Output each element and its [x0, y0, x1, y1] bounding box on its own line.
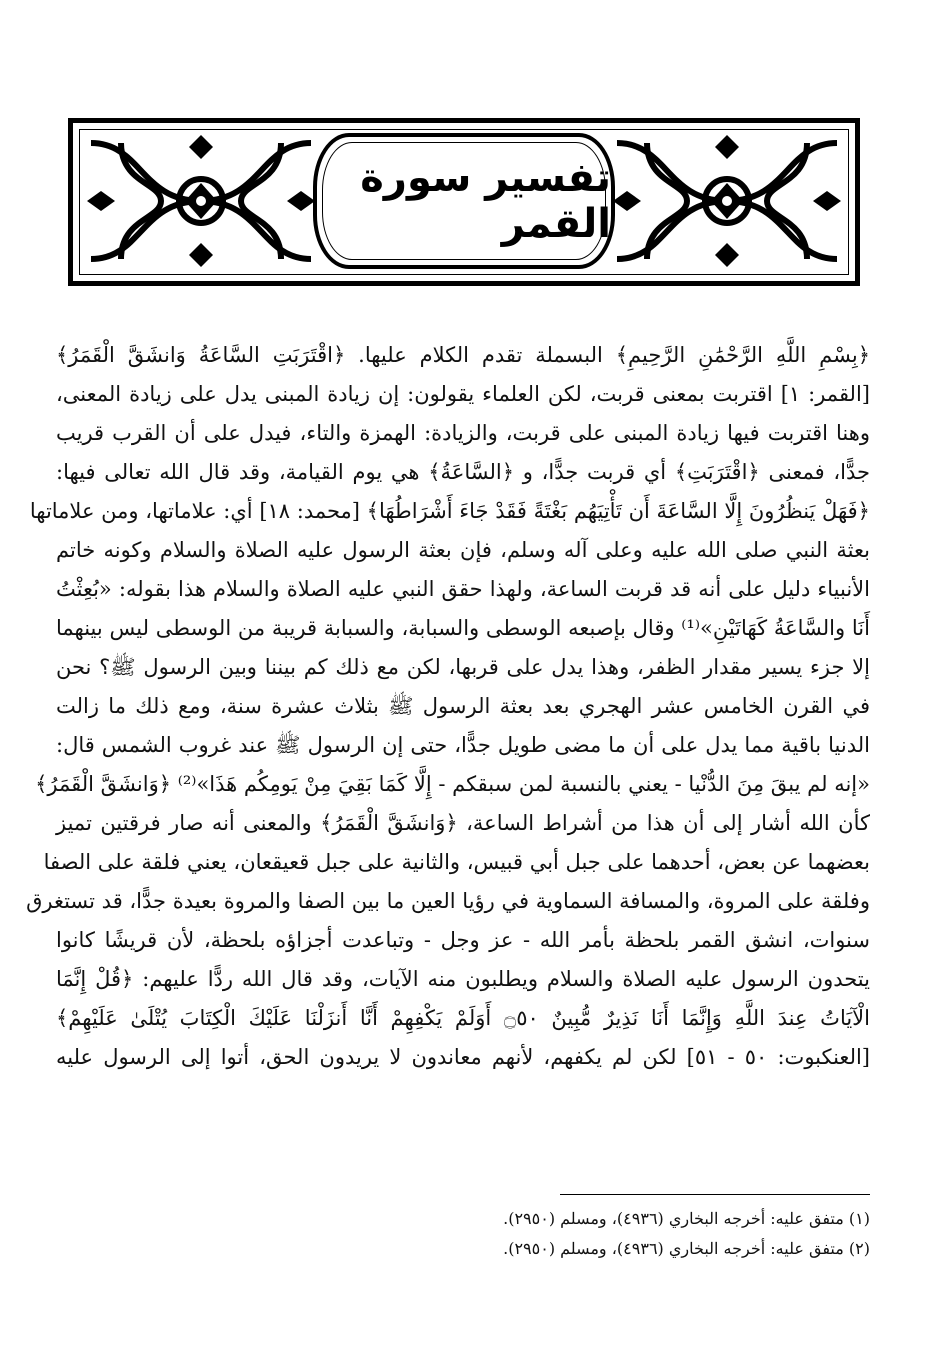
- arabesque-ornament-right: [607, 133, 847, 269]
- footnote: (٢) متفق عليه: أخرجه البخاري (٤٩٣٦)، ومسلم (٢٩٥٠).: [503, 1239, 870, 1258]
- footnote-divider: [560, 1194, 870, 1195]
- text-line: يتحدون الرسول عليه الصلاة والسلام ويطلبون منه الآيات، وقد قال الله ردًّا عليهم: ﴿قُلْ إِنَّمَا: [56, 967, 870, 991]
- text-line: إلا جزء يسير مقدار الظفر، وهذا يدل على قربها، لكن مع ذلك كم بيننا وبين الرسول ﷺ؟ نحن: [56, 655, 870, 679]
- text-line: [القمر: ١] اقتربت بمعنى قربت، لكن العلماء يقولون: إن زيادة المبنى يدل على زيادة المعنى،: [56, 382, 870, 406]
- footnotes: [56, 1204, 870, 1264]
- text-line: كأن الله أشار إلى أن هذا من أشراط الساعة، ﴿وَانشَقَّ الْقَمَرُ﴾ والمعنى أنه صار فرقتين تميز: [56, 811, 870, 835]
- text-line: وفلقة على المروة، والمسافة السماوية في رؤيا العين ما بين الصفا والمروة بعيدة جدًّا، قد تستغرق: [26, 889, 870, 913]
- text-line: الأنبياء دليل على أنه قد قربت الساعة، ولهذا حقق النبي عليه الصلاة والسلام هذا بقوله: «بُعِثْتُ: [56, 577, 870, 601]
- arabesque-ornament-left: [81, 133, 321, 269]
- text-line: [العنكبوت: ٥٠ - ٥١] لكن لم يكفهم، لأنهم معاندون لا يريدون الحق، أتوا إلى الرسول عليه: [56, 1045, 870, 1069]
- text-line: وهنا اقتربت فيها زيادة المبنى على قربت، والزيادة: الهمزة والتاء، فيدل على أن القرب قريب: [56, 421, 870, 445]
- title-banner: [68, 118, 860, 286]
- text-line: سنوات، انشق القمر بلحظة بأمر الله - عز وجل - وتباعدت أجزاؤه بلحظة، لأن قريشًا كانوا: [56, 928, 870, 952]
- text-line: بعثة النبي صلى الله عليه وعلى آله وسلم، فإن بعثة الرسول عليه الصلاة والسلام وكونه خاتم: [56, 538, 870, 562]
- text-line: في القرن الخامس عشر الهجري بعد بعثة الرسول ﷺ بثلاث عشرة سنة، ومع ذلك ما زالت: [56, 694, 870, 718]
- text-line: «إنه لم يبقَ مِنَ الدُّنْيا - يعني بالنسبة لمن سبقكم - إِلَّا كَمَا بَقِيَ مِنْ يَومِكُم هَذَا»⁽²⁾ ﴿وَانشَقَّ الْقَمَرُ﴾: [35, 772, 870, 796]
- text-line: ﴿فَهَلْ يَنظُرُونَ إِلَّا السَّاعَةَ أَن تَأْتِيَهُم بَغْتَةً فَقَدْ جَاءَ أَشْرَاطُهَا﴾ [محمد: ١٨] أي: علاماتها، ومن علاماتها: [29, 499, 870, 523]
- body-text: [26, 336, 870, 1077]
- text-line: أَنَا والسَّاعَةُ كَهَاتَيْنِ»⁽¹⁾ وقال بإصبعه الوسطى والسبابة، والسبابة قريبة من الوسطى ليس بينهما: [56, 616, 870, 640]
- text-line: ﴿بِسْمِ اللَّهِ الرَّحْمَٰنِ الرَّحِيمِ﴾ البسملة تقدم الكلام عليها. ﴿اقْتَرَبَتِ السَّاعَةُ وَانشَقَّ الْقَمَرُ﴾: [56, 343, 870, 367]
- page-title: تفسير سورة القمر: [360, 155, 611, 247]
- title-cartouche: [313, 133, 615, 269]
- footnote: (١) متفق عليه: أخرجه البخاري (٤٩٣٦)، ومسلم (٢٩٥٠).: [503, 1209, 870, 1228]
- text-line: جدًّا، فمعنى ﴿اقْتَرَبَتِ﴾ أي قربت جدًّا، و ﴿السَّاعَةُ﴾ هي يوم القيامة، وقد قال الله تعالى فيها:: [56, 460, 870, 484]
- text-line: بعضهما عن بعض، أحدهما على جبل أبي قبيس، والثانية على جبل قعيقعان، يعني فلقة على الصفا: [43, 850, 870, 874]
- text-line: الْآيَاتُ عِندَ اللَّهِ وَإِنَّمَا أَنَا نَذِيرٌ مُّبِينٌ ۝٥٠ أَوَلَمْ يَكْفِهِمْ أَنَّا أَنزَلْنَا عَلَيْكَ الْكِتَابَ يُتْلَىٰ عَلَيْهِمْ﴾: [56, 1006, 870, 1030]
- text-line: الدنيا باقية مما يدل على أن ما مضى طويل جدًّا، حتى إن الرسول ﷺ عند غروب الشمس قال:: [56, 733, 870, 757]
